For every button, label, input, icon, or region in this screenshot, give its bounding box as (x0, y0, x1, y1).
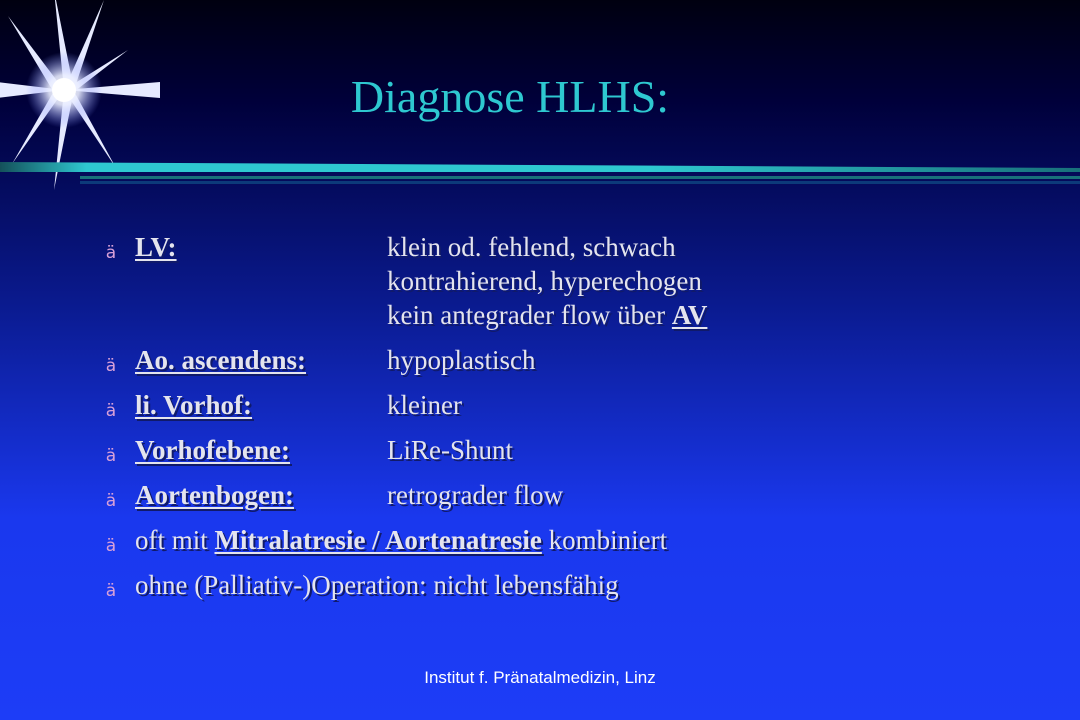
bullet-item (100, 388, 1000, 422)
bullet-item (100, 343, 1000, 377)
bullet-icon: ä (105, 536, 117, 556)
item-value: LiRe-Shunt (387, 435, 513, 465)
bullet-icon: ä (105, 581, 117, 601)
item-label: Ao. ascendens: (135, 345, 307, 375)
bullet-item (100, 230, 1000, 332)
item-value: klein od. fehlend, schwach (387, 232, 676, 262)
bullet-icon: ä (105, 356, 117, 376)
last-line-text: ohne (Palliativ-)Operation: nicht lebensfähig (135, 570, 619, 600)
item-value: kontrahierend, hyperechogen (387, 266, 702, 296)
item-label: Vorhofebene: (135, 435, 290, 465)
item-label: li. Vorhof: (135, 390, 253, 420)
footer-text: Institut f. Pränatalmedizin, Linz (424, 668, 656, 687)
bullet-item-last (100, 568, 1000, 602)
title-divider (0, 160, 1080, 190)
bullet-item-combined (100, 523, 1000, 557)
item-label: Aortenbogen: (135, 480, 294, 510)
item-value: kleiner (387, 390, 462, 420)
bullet-icon: ä (105, 446, 117, 466)
slide-title: Diagnose HLHS: (350, 71, 670, 122)
item-value: hypoplastisch (387, 345, 536, 375)
combined-underlined: Mitralatresie / Aortenatresie (214, 525, 542, 555)
item-value: kein antegrader flow über (387, 300, 672, 330)
bullet-icon: ä (105, 243, 117, 263)
bullet-item (100, 478, 1000, 512)
item-label: LV: (135, 232, 177, 262)
item-value-underlined: AV (671, 300, 708, 330)
bullet-list (100, 230, 1000, 613)
item-value: retrograder flow (387, 480, 564, 510)
combined-prefix: oft mit (135, 525, 215, 555)
bullet-icon: ä (105, 401, 117, 421)
combined-suffix: kombiniert (541, 525, 668, 555)
bullet-item (100, 433, 1000, 467)
bullet-icon: ä (105, 491, 117, 511)
